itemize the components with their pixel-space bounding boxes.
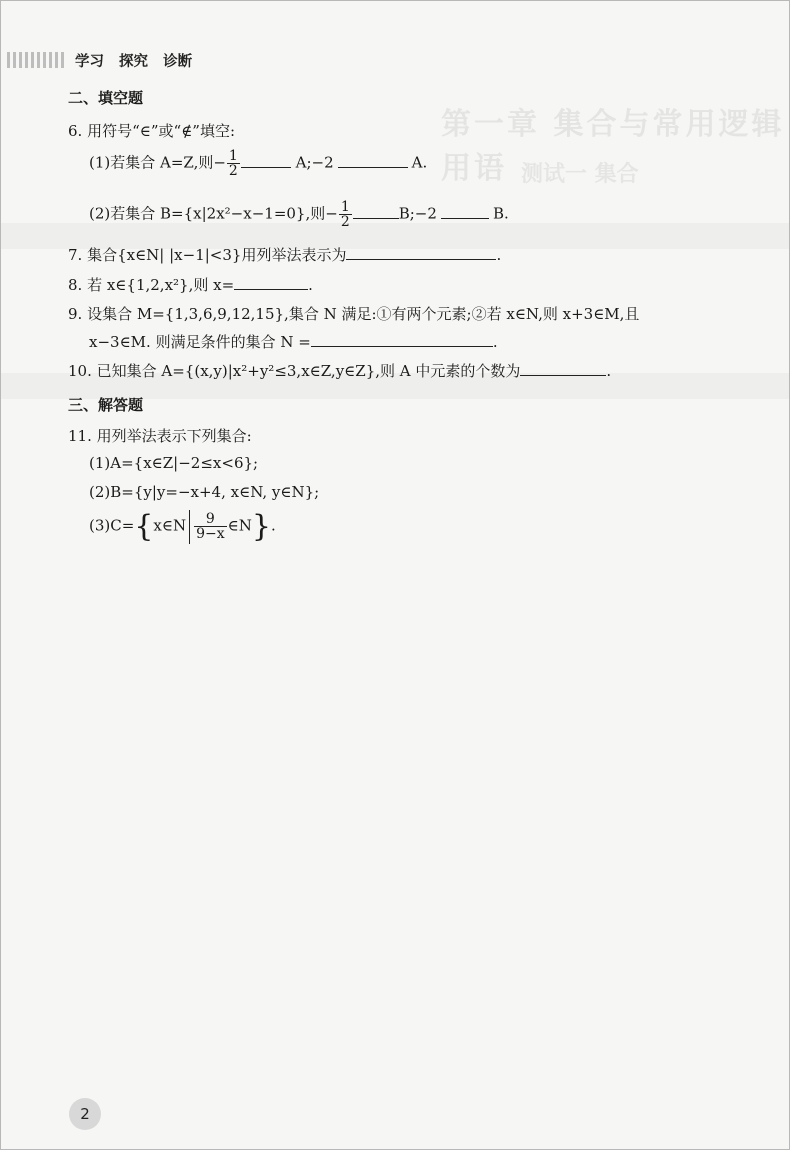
q7-text: 7. 集合{x∈N| |x−1|<3}用列举法表示为: [68, 246, 347, 264]
q11-p3-set: x∈N: [153, 516, 187, 535]
question-6-part-1: [89, 149, 427, 178]
q8-end: .: [308, 276, 313, 294]
q6-p2-mid: B;−2: [398, 204, 437, 223]
answer-blank[interactable]: [520, 361, 606, 376]
q11-p3-tail: ∈N: [227, 516, 252, 535]
fraction: [194, 512, 227, 541]
section-heading-answer: 三、解答题: [68, 396, 144, 414]
header-decoration: [7, 52, 65, 68]
question-11-part-2: (2)B={y|y=−x+4, x∈N, y∈N};: [89, 483, 320, 501]
page-number: 2: [69, 1098, 101, 1130]
fraction-numerator: 1: [340, 199, 350, 215]
answer-blank[interactable]: [441, 204, 489, 219]
section-heading-fill: 二、填空题: [68, 89, 144, 107]
q10-end: .: [606, 362, 612, 380]
header-title: 学习 探究 诊断: [75, 53, 193, 70]
question-11-stem: 11. 用列举法表示下列集合:: [68, 427, 252, 445]
question-7: [68, 244, 501, 265]
answer-blank[interactable]: [311, 332, 493, 347]
q6-p1-text: (1)若集合 A=Z,则−: [89, 153, 226, 172]
question-6-stem: 6. 用符号“∈”或“∉”填空:: [68, 122, 236, 140]
question-9-line-2: [89, 331, 498, 352]
q9-end: .: [492, 333, 498, 351]
q10-text: 10. 已知集合 A={(x,y)|x²+y²≤3,x∈Z,y∈Z},则 A 中元素的个数为: [68, 362, 521, 380]
q6-p2-text: (2)若集合 B={x|2x²−x−1=0},则−: [89, 204, 338, 223]
answer-blank[interactable]: [234, 275, 308, 290]
q7-end: .: [496, 246, 502, 264]
q11-p3-end: .: [270, 516, 276, 535]
fraction: [227, 149, 240, 178]
q6-p1-end: A.: [411, 153, 428, 172]
question-10: [68, 360, 611, 381]
right-brace: }: [251, 509, 271, 544]
running-header: [7, 51, 192, 69]
question-8: [68, 274, 313, 295]
set-separator-bar: [189, 510, 190, 544]
question-11-part-3: [89, 509, 276, 544]
question-11-part-1: (1)A={x∈Z|−2≤x<6};: [89, 454, 259, 472]
fraction: [339, 200, 352, 229]
fraction-denominator: 2: [340, 214, 350, 230]
fraction-denominator: 9−x: [196, 526, 225, 542]
fraction-numerator: 9: [205, 511, 215, 527]
question-6-part-2: [89, 200, 509, 229]
q11-p3-text: (3)C=: [89, 516, 135, 535]
q6-p2-end: B.: [492, 204, 509, 223]
bleed-through-subtitle: 测试一 集合: [521, 161, 639, 187]
left-brace: {: [134, 509, 154, 544]
answer-blank[interactable]: [346, 245, 496, 260]
answer-blank[interactable]: [353, 204, 399, 219]
q6-p1-mid: A;−2: [295, 153, 334, 172]
answer-blank[interactable]: [338, 153, 408, 168]
fraction-numerator: 1: [228, 148, 238, 164]
q9-text: x−3∈M. 则满足条件的集合 N =: [89, 333, 311, 351]
question-9-line-1: 9. 设集合 M={1,3,6,9,12,15},集合 N 满足:①有两个元素;②若 x∈N,则 x+3∈M,且: [68, 305, 640, 323]
answer-blank[interactable]: [241, 153, 291, 168]
fraction-denominator: 2: [228, 163, 238, 179]
q8-text: 8. 若 x∈{1,2,x²},则 x=: [68, 276, 235, 294]
bleed-through-title: 第一章 集合与常用逻辑用语: [441, 107, 785, 186]
